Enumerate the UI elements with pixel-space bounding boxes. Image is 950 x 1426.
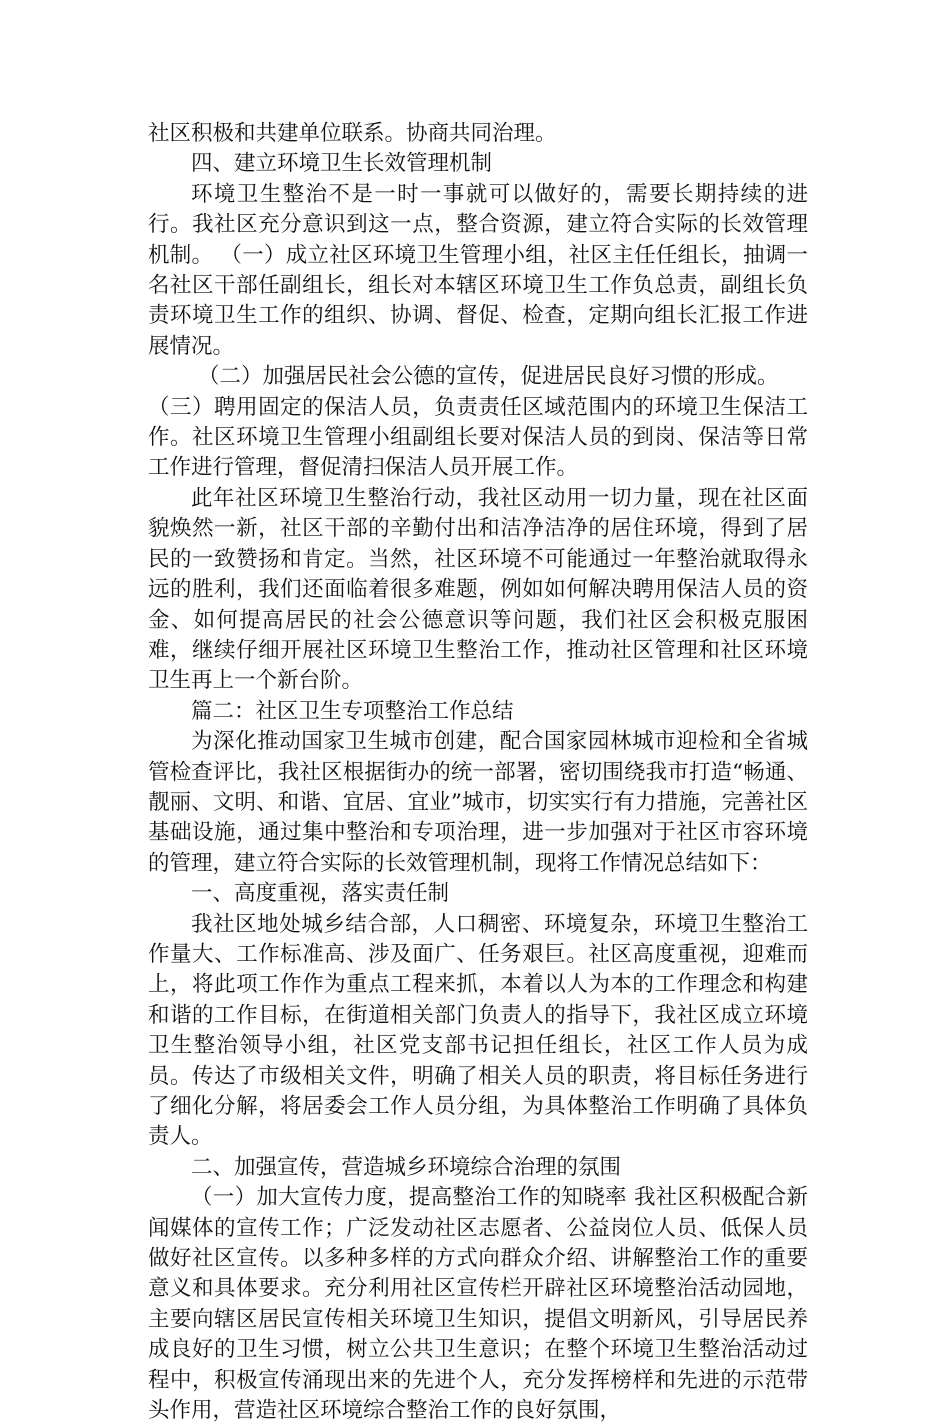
section-title: 篇二：社区卫生专项整治工作总结 <box>191 698 514 724</box>
paragraph: 我社区地处城乡结合部，人口稠密、环境复杂，环境卫生整治工作量大、工作标准高、涉及面广、任务艰巨。社区高度重视，迎难而上，将此项工作作为重点工程来抓，本着以人为本的工作理念和构建和谐的工作目标，在街道相关部门负责人的指导下，我社区成立环境卫生整治领导小组，社区党支部书记担任组长，社区工作人员为成员。传达了市级相关文件，明确了相关人员的职责，将目标任务进行了细化分解，将居委会工作人员分组，为具体整治工作明确了具体负责人。 <box>148 911 808 1150</box>
document-body <box>148 119 808 1426</box>
section-heading: 一、高度重视，落实责任制 <box>191 881 450 907</box>
paragraph: （一）加大宣传力度，提高整治工作的知晓率 我社区积极配合新闻媒体的宣传工作；广泛发动社区志愿者、公益岗位人员、低保人员做好社区宣传。以多种多样的方式向群众介绍、讲解整治工作的重要意义和具体要求。充分利用社区宣传栏开辟社区环境整治活动园地，主要向辖区居民宣传相关环境卫生知识，提倡文明新风，引导居民养成良好的卫生习惯，树立公共卫生意识；在整个环境卫生整治活动过程中，积极宣传涌现出来的先进个人，充分发挥榜样和先进的示范带头作用，营造社区环境综合整治工作的良好氛围， <box>148 1185 808 1424</box>
section-heading: 二、加强宣传，营造城乡环境综合治理的氛围 <box>191 1154 622 1180</box>
paragraph: （二）加强居民社会公德的宣传，促进居民良好习惯的形成。 <box>198 364 779 390</box>
paragraph: 社区积极和共建单位联系。协商共同治理。 <box>148 121 557 146</box>
paragraph: 环境卫生整治不是一时一事就可以做好的，需要长期持续的进行。我社区充分意识到这一点，整合资源，建立符合实际的长效管理机制。 （一）成立社区环境卫生管理小组，社区主任任组长，抽调一名社区干部任副组长，组长对本辖区环境卫生工作负总责，副组长负责环境卫生工作的组织、协调、督促、检查，定期向组长汇报工作进展情况。 <box>148 181 808 359</box>
paragraph: （三）聘用固定的保洁人员，负责责任区域范围内的环境卫生保洁工作。社区环境卫生管理小组副组长要对保洁人员的到岗、保洁等日常工作进行管理，督促清扫保洁人员开展工作。 <box>148 394 808 481</box>
paragraph: 为深化推动国家卫生城市创建，配合国家园林城市迎检和全省城管检查评比，我社区根据街办的统一部署，密切围绕我市打造“畅通、靓丽、文明、和谐、宜居、宜业”城市，切实实行有力措施，完善社区基础设施，通过集中整治和专项治理，进一步加强对于社区市容环境的管理，建立符合实际的长效管理机制，现将工作情况总结如下： <box>148 729 808 876</box>
section-heading: 四、建立环境卫生长效管理机制 <box>191 151 493 177</box>
paragraph: 此年社区环境卫生整治行动，我社区动用一切力量，现在社区面貌焕然一新，社区干部的辛勤付出和洁净洁净的居住环境，得到了居民的一致赞扬和肯定。当然，社区环境不可能通过一年整治就取得永远的胜利，我们还面临着很多难题，例如如何解决聘用保洁人员的资金、如何提高居民的社会公德意识等问题，我们社区会积极克服困难，继续仔细开展社区环境卫生整治工作，推动社区管理和社区环境卫生再上一个新台阶。 <box>148 485 808 694</box>
